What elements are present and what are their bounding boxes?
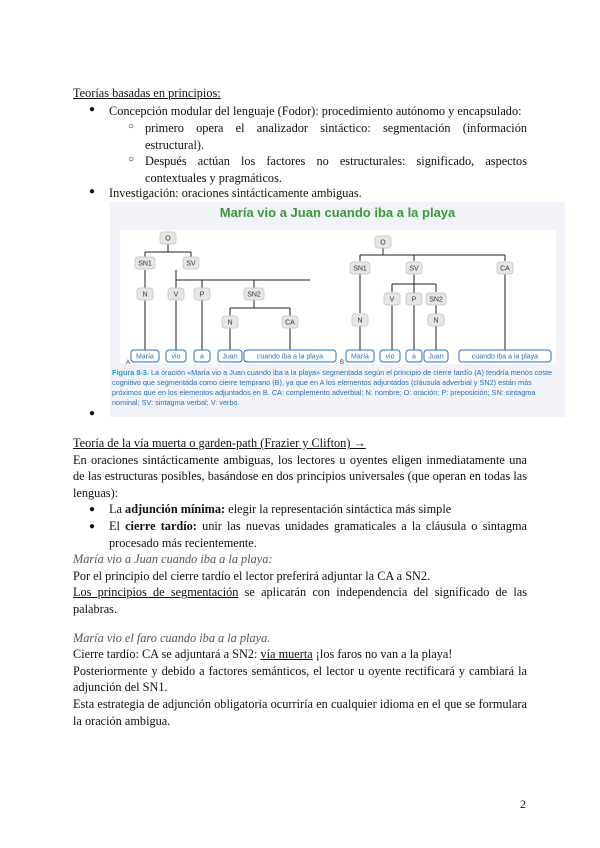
bullet-icon: ●	[89, 186, 96, 197]
caption-text: La oración «María vio a Juan cuando iba a la playa» segmentada según el principio de cierre tardío (A) tendría menos coste cognitivo que segmentada como cierre temprano (B), ya que en A los elementos adjuntados (cláusula adverbial y SN2) están más próximos que en los elementos adjuntados en B. CA: complemento adverbial; N: nombre; O: oración; P: preposición; SN: sintagma nominal; SV: sintagma verbal; V: verbo.	[112, 368, 553, 407]
tree-node: SN1	[353, 265, 367, 273]
example-sentence: María vio el faro cuando iba a la playa.	[73, 630, 271, 645]
tree-node: CA	[285, 319, 295, 327]
tree-node: N	[227, 319, 233, 327]
tree-node: V	[173, 291, 179, 299]
bullet-item	[73, 518, 527, 551]
paragraph: Esta estrategia de adjunción obligatoria ocurriría en cualquier idioma en el que se formulara la oración ambigua.	[73, 696, 527, 728]
page-number: 2	[520, 797, 526, 811]
bullet-text: Concepción modular del lenguaje (Fodor): procedimiento autónomo y encapsulado:	[109, 104, 522, 118]
tree-leaf: Juan	[428, 353, 444, 361]
tree-node: P	[199, 291, 205, 299]
tree-leaf: a	[200, 353, 204, 361]
bullet-circle-icon: ○	[128, 121, 135, 132]
tree-node: P	[411, 296, 417, 304]
bullet-item	[73, 501, 527, 518]
figure-image	[110, 202, 565, 417]
bullet-icon: ●	[89, 520, 96, 532]
bold-term: adjunción mínima:	[125, 502, 226, 517]
text: se aplicarán con independencia del significado de las palabras.	[73, 585, 527, 616]
tree-leaf: María	[351, 353, 369, 361]
tree-node: SN2	[247, 291, 261, 299]
tree-node: V	[389, 296, 395, 304]
tree-node: SV	[409, 265, 419, 273]
figure-caption	[112, 368, 562, 408]
paragraph	[73, 646, 527, 663]
tree-leaf: vio	[171, 353, 181, 361]
tree-node: SV	[186, 260, 196, 268]
tree-node: N	[357, 317, 363, 325]
text: ¡los faros no van a la playa!	[312, 647, 453, 662]
tree-node: N	[142, 291, 148, 299]
section-garden-path	[73, 435, 527, 729]
bold-term: cierre tardío:	[125, 518, 197, 533]
section-heading: Teorías basadas en principios:	[73, 86, 221, 100]
tree-node: O	[380, 239, 386, 247]
bullet-icon: ●	[89, 504, 96, 516]
tree-leaf: cuando iba a la playa	[471, 353, 539, 361]
tree-label: A	[125, 360, 131, 366]
tree-node: SN1	[138, 260, 152, 268]
tree-leaf: a	[412, 353, 416, 361]
tree-leaf: María	[136, 353, 154, 361]
paragraph	[73, 584, 527, 617]
bullet-icon: ●	[89, 104, 96, 115]
figure-title: María vio a Juan cuando iba a la playa	[219, 205, 456, 220]
text: elegir la representación sintáctica más simple	[225, 502, 452, 517]
sub-bullet-text: Después actúan los factores no estructurales: significado, aspectos contextuales y pragmáticos.	[145, 154, 527, 185]
tree-leaf: vio	[385, 353, 395, 361]
tree-leaf: cuando iba a la playa	[256, 353, 324, 361]
tree-node: SN2	[429, 296, 443, 304]
paragraph: Posteriormente y debido a factores semánticos, el lector u oyente rectificará y cambiará la adjunción del SN1.	[73, 663, 527, 695]
bullet-icon: ●	[89, 408, 96, 419]
bullet-text: Investigación: oraciones sintácticamente ambiguas.	[109, 186, 362, 200]
text: unir las nuevas unidades gramaticales a la cláusula o sintagma procesado más recientemente.	[109, 518, 527, 550]
tree-node: O	[165, 235, 171, 243]
text: El	[109, 518, 126, 533]
tree-node: N	[433, 317, 439, 325]
text: Cierre tardío: CA se adjuntará a SN2:	[73, 647, 261, 662]
paragraph: Por el principio del cierre tardío el lector preferirá adjuntar la CA a SN2.	[73, 568, 431, 583]
sub-bullet-text: primero opera el analizador sintáctico: segmentación (información estructural).	[145, 121, 527, 152]
tree-node: CA	[500, 265, 510, 273]
text: La	[109, 502, 126, 517]
tree-label: B	[339, 360, 345, 366]
caption-label: Figura 8-3.	[112, 368, 149, 377]
section-heading: Teoría de la vía muerta o garden-path (Frazier y Clifton) →	[73, 436, 366, 450]
tree-leaf: Juan	[222, 353, 238, 361]
bullet-circle-icon: ○	[128, 154, 135, 165]
underlined-text: Los principios de segmentación	[73, 585, 239, 600]
underlined-text: vía muerta	[260, 647, 313, 662]
paragraph: En oraciones sintácticamente ambiguas, los lectores u oyentes eligen inmediatamente una de las estructuras posibles, basándose en dos principios universales (que operan en todas las lenguas):	[73, 452, 527, 500]
syntax-trees	[110, 202, 565, 367]
example-sentence: María vio a Juan cuando iba a la playa:	[73, 552, 273, 567]
